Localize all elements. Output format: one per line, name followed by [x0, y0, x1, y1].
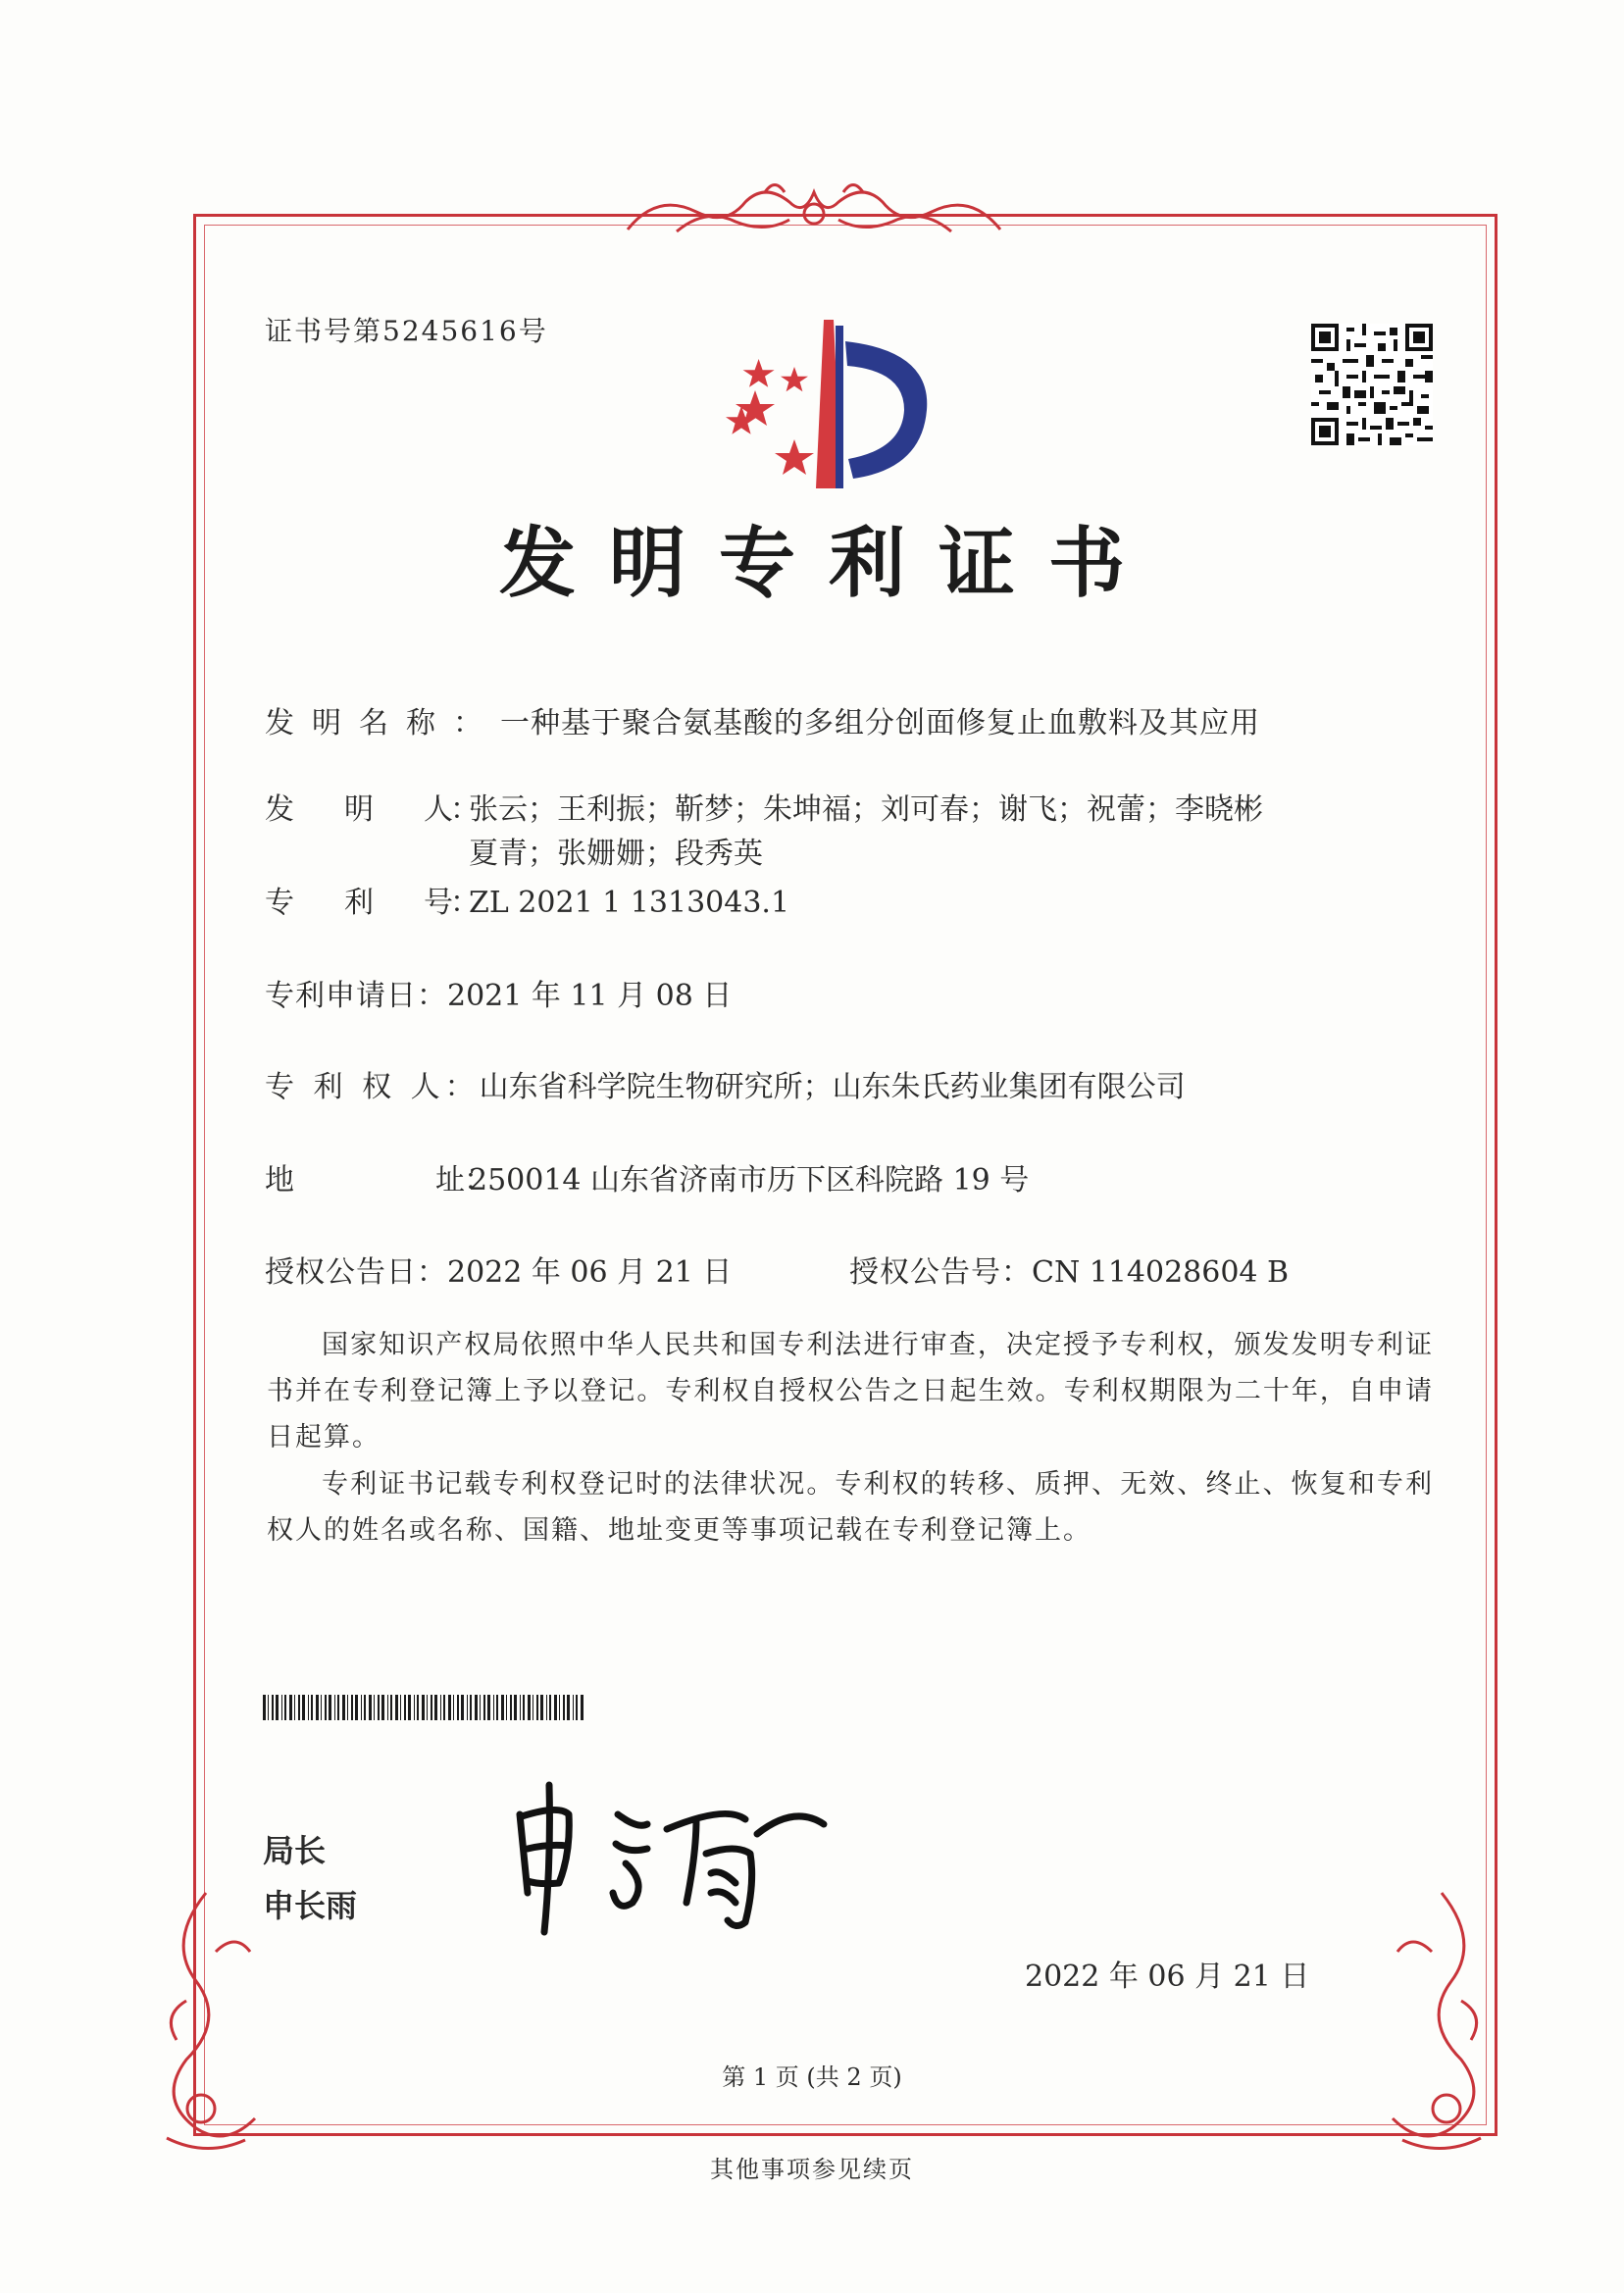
invention-name-label: 发明名称： — [265, 706, 500, 740]
grant-date-field — [265, 1248, 732, 1291]
top-ornament-icon — [618, 173, 1010, 241]
inventors-line1: 张云；王利振；靳梦；朱坤福；刘可春；谢飞；祝蕾；李晓彬 — [469, 792, 1263, 827]
grant-number-label: 授权公告号： — [849, 1255, 1032, 1290]
grant-number-value: CN 114028604 B — [1032, 1255, 1290, 1290]
footer-note: 其他事项参见续页 — [710, 2156, 914, 2183]
application-date-label: 专利申请日： — [265, 979, 447, 1013]
signature-icon — [500, 1775, 853, 1952]
patentee-value: 山东省科学院生物研究所；山东朱氏药业集团有限公司 — [479, 1070, 1186, 1104]
invention-name-value: 一种基于聚合氨基酸的多组分创面修复止血敷料及其应用 — [500, 706, 1260, 740]
certificate-number: 证书号第5245616号 — [265, 315, 548, 347]
inventors-field-line2 — [469, 829, 763, 872]
bottom-right-ornament-icon — [1383, 1883, 1500, 2158]
application-date-value: 2021 年 11 月 08 日 — [447, 979, 733, 1013]
inventors-line2: 夏青；张姗姗；段秀英 — [469, 837, 763, 871]
address-field — [265, 1155, 1029, 1198]
invention-name-field — [265, 698, 1260, 741]
grant-date-value: 2022 年 06 月 21 日 — [447, 1255, 733, 1290]
qr-code-icon — [1311, 324, 1433, 445]
patentee-field — [265, 1062, 1186, 1105]
bottom-left-ornament-icon — [147, 1883, 265, 2158]
address-label: 地 址： — [265, 1163, 492, 1197]
patentee-label: 专 利 权 人： — [265, 1070, 480, 1104]
address-value: 250014 山东省济南市历下区科院路 19 号 — [469, 1163, 1030, 1197]
inventors-label: 发 明 人： — [265, 792, 477, 827]
patent-number-label: 专 利 号： — [265, 886, 477, 920]
patent-number-value: ZL 2021 1 1313043.1 — [469, 886, 790, 920]
application-date-field — [265, 971, 732, 1014]
signatory-name: 申长雨 — [263, 1887, 358, 1924]
page-title: 发明专利证书 — [498, 519, 1158, 608]
patent-office-emblem-icon — [726, 312, 961, 498]
signatory-title: 局长 — [263, 1832, 327, 1869]
barcode-icon — [263, 1695, 586, 1720]
patent-number-field — [265, 878, 789, 921]
legal-paragraph-2: 专利证书记载专利权登记时的法律状况。专利权的转移、质押、无效、终止、恢复和专利权人的姓名或名称、国籍、地址变更等事项记载在专利登记簿上。 — [267, 1469, 1434, 1546]
grant-number-field — [849, 1248, 1289, 1291]
issue-date: 2022 年 06 月 21 日 — [1025, 1960, 1310, 1994]
page-indicator: 第 1 页 (共 2 页) — [722, 2064, 902, 2091]
grant-date-label: 授权公告日： — [265, 1255, 447, 1290]
legal-paragraph-1: 国家知识产权局依照中华人民共和国专利法进行审查，决定授予专利权，颁发发明专利证书并在专利登记簿上予以登记。专利权自授权公告之日起生效。专利权期限为二十年，自申请日起算。 — [267, 1330, 1434, 1452]
inventors-field — [265, 785, 1263, 828]
